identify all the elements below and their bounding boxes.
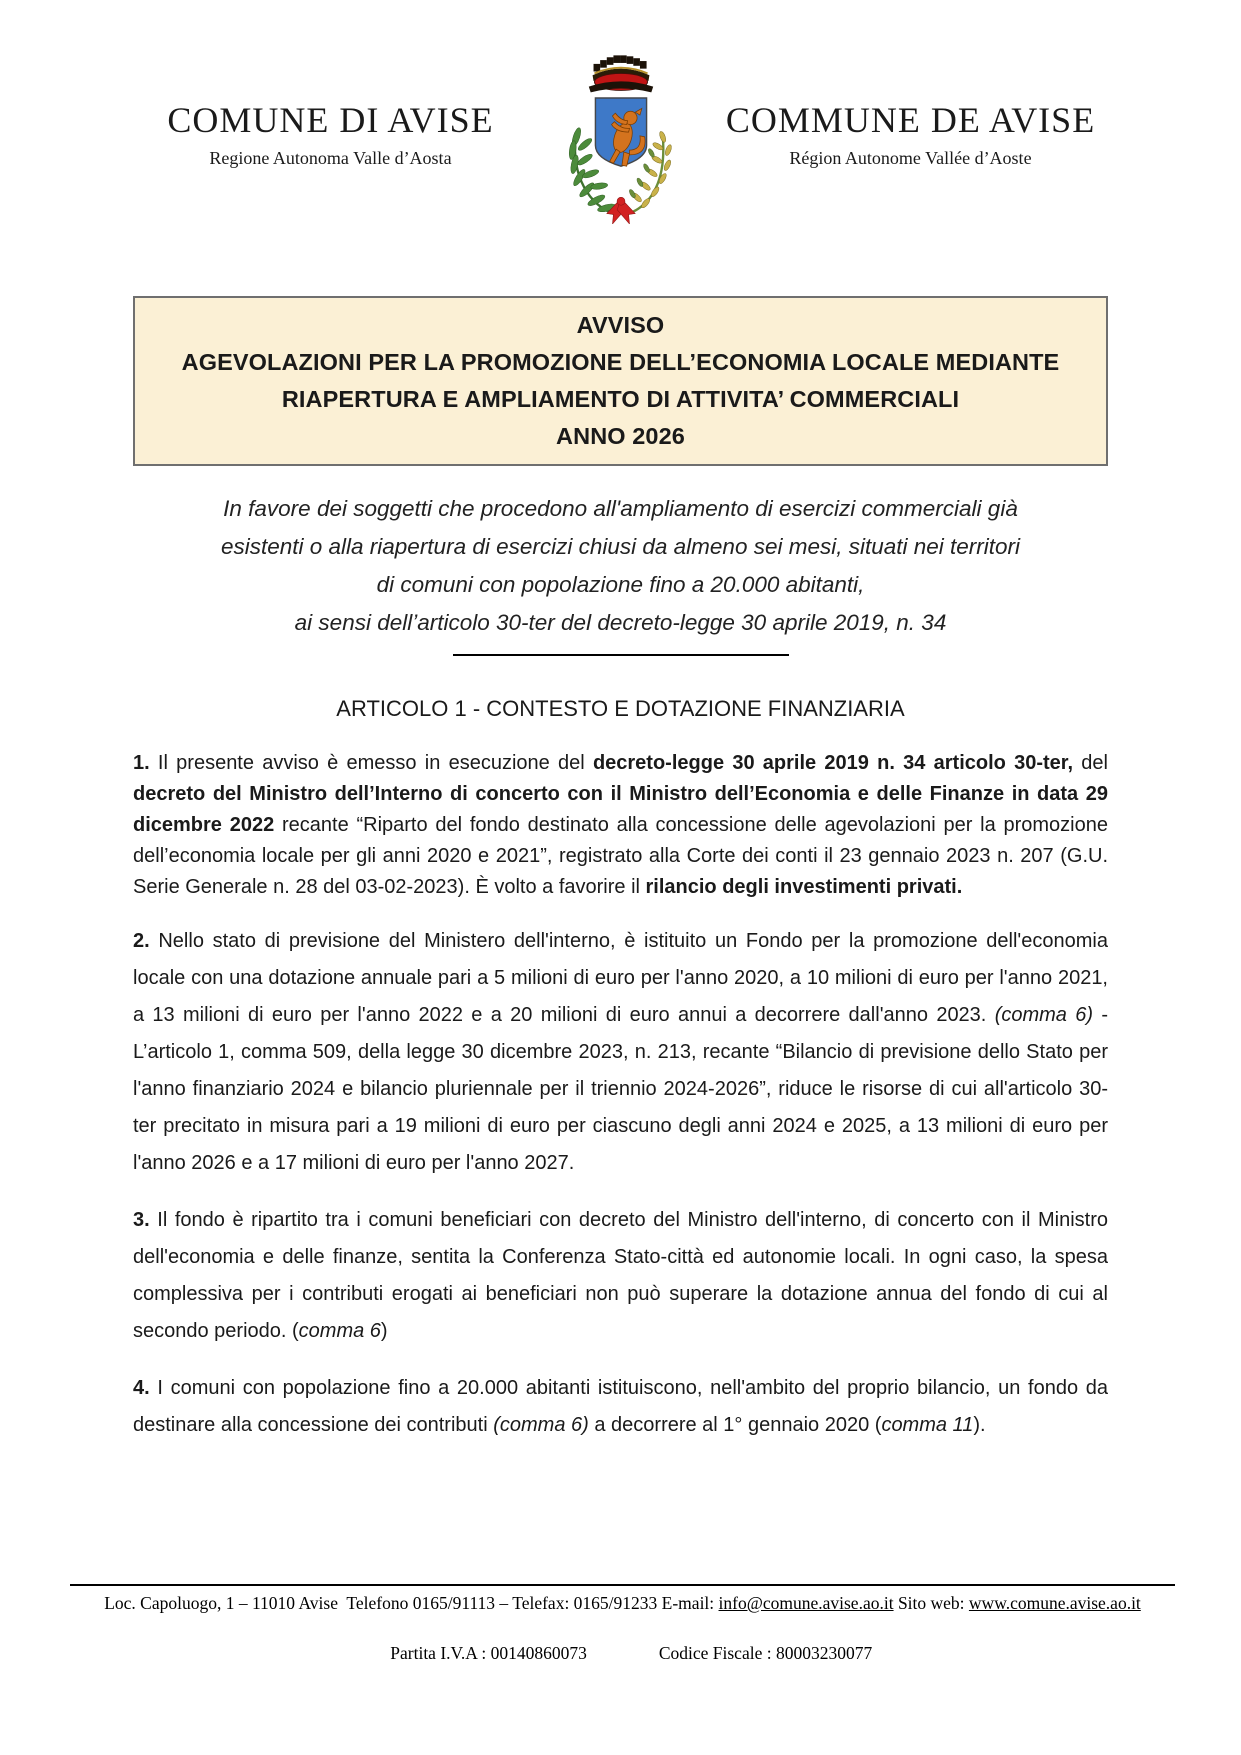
ribbon-icon	[606, 197, 634, 224]
paragraph-3	[133, 1202, 1114, 1350]
text-run: (comma 6)	[994, 1004, 1094, 1026]
notice-title-line: RIAPERTURA E AMPLIAMENTO DI ATTIVITA’ COMMERCIALI	[281, 386, 960, 412]
crest-container	[537, 44, 705, 224]
email-link[interactable]: info@comune.avise.ao.it	[718, 1593, 894, 1613]
text-run: (comma 6)	[493, 1414, 589, 1436]
text-run: 2.	[133, 930, 159, 952]
avise-coat-of-arms-icon	[542, 44, 700, 224]
text-run: decreto del Ministro dell’Interno di concerto con il Ministro dell’Economia e delle Finanze in data 29 dicembre 2022	[133, 783, 1114, 836]
text-run: del	[1073, 752, 1114, 774]
intro-line: In favore dei soggetti che procedono all'ampliamento di esercizi commerciali già	[223, 496, 1018, 521]
text-run: 3.	[133, 1209, 158, 1231]
paragraph-1	[133, 748, 1114, 903]
intro-paragraph	[133, 490, 1108, 642]
org-title-it: COMUNE DI AVISE	[167, 100, 494, 140]
text-run: Nello stato di previsione del Ministero dell'interno, è istituito un Fondo per la promozione dell'economia locale con una dotazione annuale pari a 5 milioni di euro per l'anno 2020, a 10 milioni di euro per l'anno 2021, a 13 milioni di euro per l'anno 2022 e a 20 milioni di euro annui a decorrere dall'anno 2023.	[133, 930, 1114, 1026]
mural-crown-icon	[588, 55, 652, 92]
notice-title-line: ANNO 2026	[556, 423, 685, 449]
org-subtitle-fr: Région Autonome Vallée d’Aoste	[789, 148, 1032, 168]
text-run: a decorrere al 1° gennaio 2020 (	[588, 1414, 882, 1436]
footer-fiscal-line	[70, 1616, 1175, 1691]
document-header	[0, 0, 1241, 224]
website-link[interactable]: www.comune.avise.ao.it	[968, 1593, 1141, 1613]
text-run: ).	[973, 1414, 986, 1436]
intro-line: ai sensi dell’articolo 30-ter del decreto-legge 30 aprile 2019, n. 34	[294, 610, 947, 635]
text-run: 4.	[133, 1377, 158, 1399]
text-run: 1.	[133, 752, 158, 774]
text-run: Loc. Capoluogo, 1 – 11010 Avise Telefono 0165/91113 – Telefax: 0165/91233 E-mail:	[104, 1593, 719, 1613]
text-run: )	[380, 1320, 388, 1342]
intro-line: di comuni con popolazione fino a 20.000 abitanti,	[376, 572, 865, 597]
text-run: decreto-legge 30 aprile 2019 n. 34 articolo 30-ter,	[592, 752, 1074, 774]
text-run: I comuni con popolazione fino a 20.000 abitanti istituiscono, nell'ambito del proprio bilancio, un fondo da destinare alla concessione dei contributi	[133, 1377, 1114, 1436]
text-run: Sito web:	[893, 1593, 969, 1613]
org-subtitle-it: Regione Autonoma Valle d’Aosta	[209, 148, 452, 168]
notice-title-box	[133, 296, 1108, 466]
text-run: Il presente avviso è emesso in esecuzione del	[157, 752, 593, 774]
text-run: comma 6	[298, 1320, 381, 1342]
footer-rule	[70, 1584, 1175, 1586]
org-french	[719, 99, 1103, 169]
document-body	[0, 296, 1241, 1444]
notice-title-line: AVVISO	[576, 312, 665, 338]
text-run: recante “Riparto del fondo destinato alla concessione delle agevolazioni per la promozione dell’economia locale per gli anni 2020 e 2021”, registrato alla Corte dei conti il 23 gennaio 2023 n. 207 (G.U. Serie Generale n. 28 del 03-02-2023). È volto a favorire il	[133, 814, 1114, 898]
org-italian	[139, 99, 523, 169]
text-run: rilancio degli investimenti privati.	[645, 876, 963, 898]
text-run: - L’articolo 1, comma 509, della legge 30 dicembre 2023, n. 213, recante “Bilancio di previsione dello Stato per l'anno finanziario 2024 e bilancio pluriennale per il triennio 2024-2026”, riduce le risorse di cui all'articolo 30-ter precitato in misura pari a 19 milioni di euro per ciascuno degli anni 2024 e 2025, a 13 milioni di euro per l'anno 2026 e a 17 milioni di euro per l'anno 2027.	[133, 1004, 1114, 1174]
notice-title-line: AGEVOLAZIONI PER LA PROMOZIONE DELL’ECONOMIA LOCALE MEDIANTE	[181, 349, 1060, 375]
paragraph-2	[133, 923, 1114, 1182]
vat-number: Partita I.V.A : 00140860073	[390, 1643, 587, 1663]
article-heading: ARTICOLO 1 - CONTESTO E DOTAZIONE FINANZIARIA	[336, 696, 905, 721]
intro-line: esistenti o alla riapertura di esercizi chiusi da almeno sei mesi, situati nei territori	[220, 534, 1021, 559]
footer-contact-line	[70, 1591, 1175, 1616]
text-run: comma 11	[881, 1414, 974, 1436]
fiscal-code: Codice Fiscale : 80003230077	[658, 1643, 873, 1663]
separator-line	[453, 654, 789, 656]
document-footer	[70, 1584, 1175, 1691]
org-title-fr: COMMUNE DE AVISE	[725, 100, 1096, 140]
text-run: Il fondo è ripartito tra i comuni beneficiari con decreto del Ministro dell'interno, di concerto con il Ministro dell'economia e delle finanze, sentita la Conferenza Stato-città ed autonomie locali. In ogni caso, la spesa complessiva per i contributi erogati ai beneficiari non può superare la dotazione annua del fondo di cui al secondo periodo. (	[133, 1209, 1114, 1342]
paragraph-4	[133, 1370, 1114, 1444]
